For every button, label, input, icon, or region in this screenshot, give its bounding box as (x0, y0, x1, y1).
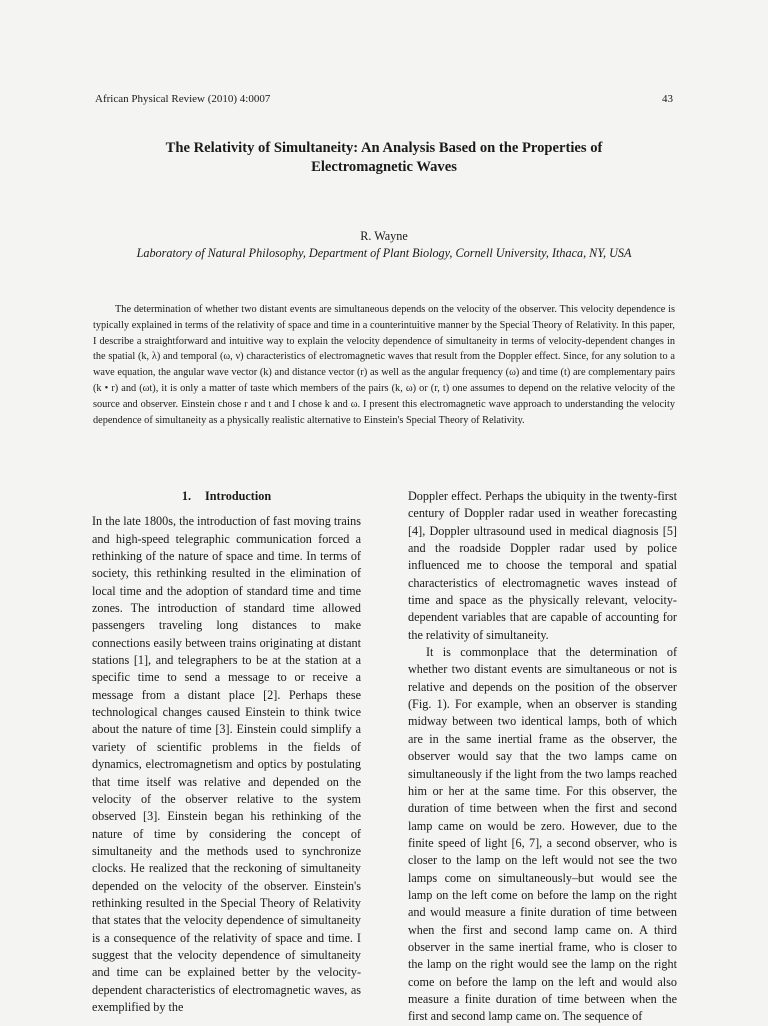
title-line-2: Electromagnetic Waves (311, 159, 457, 175)
author-affiliation: Laboratory of Natural Philosophy, Department of Plant Biology, Cornell University, Ithaca, NY, USA (136, 246, 632, 260)
left-column (92, 488, 361, 1016)
intro-paragraph-3: It is commonplace that the determination of whether two distant events are simultaneous or not is relative and depends on the position of the observer (Fig. 1). For example, when an observer is standing midway between two identical lamps, both of which are in the same inertial frame as the observer, the observer would say that the two lamps came on simultaneously if the light from the two lamps reached him or her at the same time. For this observer, the duration of time between when the first and second lamp came on would be zero. However, due to the finite speed of light [6, 7], a second observer, who is closer to the lamp on the left would not see the two lamps come on simultaneously–but would see the lamp on the left come on before the lamp on the right and would measure a finite duration of time between when the first and second lamp came on. A third observer in the same inertial frame, who is closer to the lamp on the right would see the lamp on the right come on before the lamp on the left and would also measure a finite duration of time between when the first and second lamp came on. The sequence of (408, 645, 677, 1024)
section-heading (92, 488, 361, 505)
section-number: 1. (181, 489, 191, 503)
journal-citation: African Physical Review (2010) 4:0007 (95, 93, 271, 105)
intro-paragraph-2: Doppler effect. Perhaps the ubiquity in the twenty-first century of Doppler radar used in weather forecasting [4], Doppler ultrasound used in medical diagnosis [5] and the roadside Doppler radar used by police influenced me to choose the temporal and spatial characteristics of electromagnetic waves instead of time and space as the physically relevant, velocity-dependent variables that are capable of accounting for the relativity of simultaneity. (408, 489, 677, 642)
intro-paragraph-1: In the late 1800s, the introduction of fast moving trains and high-speed telegraphic communication forced a rethinking of the nature of space and time. In terms of society, this rethinking resulted in the elimination of local time and the adoption of standard time and time zones. The introduction of standard time allowed passengers traveling long distances to make connections easily between trains originating at distant stations [1], and telegraphers to be at the station at a specific time to send a message to or receive a message from a distant place [2]. Perhaps these technological changes caused Einstein to think twice about the nature of time [3]. Einstein could simplify a variety of scientific problems in the fields of dynamics, electromagnetism and optics by postulating that time itself was relative and depended on the velocity of the observer relative to the system observed [3]. Einstein began his rethinking of the nature of time by considering the concept of simultaneity and the methods used to synchronize clocks. He realized that the reckoning of simultaneity depended on the velocity of the observer. Einstein's rethinking resulted in the Special Theory of Relativity that states that the velocity dependence of simultaneity is a consequence of the relativity of space and time. I suggest that the velocity dependence of simultaneity and time can be explained better by the velocity-dependent characteristics of electromagnetic waves, as exemplified by the (92, 514, 361, 1014)
paper-title (95, 139, 673, 177)
author-block (95, 228, 673, 262)
page-header (95, 93, 673, 105)
right-column (408, 488, 677, 1026)
title-line-1: The Relativity of Simultaneity: An Analysis Based on the Properties of (165, 140, 603, 156)
page-number: 43 (662, 93, 673, 105)
section-title: Introduction (204, 489, 272, 503)
author-name: R. Wayne (360, 229, 408, 243)
abstract: The determination of whether two distant events are simultaneous depends on the velocity of the observer. This velocity dependence is typically explained in terms of the relativity of space and time in a counterintuitive manner by the Special Theory of Relativity. In this paper, I describe a straightforward and intuitive way to explain the velocity dependence of simultaneity in terms of velocity-dependent changes in the spatial (k, λ) and temporal (ω, ν) characteristics of electromagnetic waves that result from the Doppler effect. Since, for any solution to a wave equation, the angular wave vector (k) and distance vector (r) as well as the angular frequency (ω) and time (t) are complementary pairs (k • r) and (ωt), it is only a matter of taste which members of the pairs (k, ω) or (r, t) one assumes to depend on the relative velocity of the source and observer. Einstein chose r and t and I chose k and ω. I present this electromagnetic wave approach to understanding the velocity dependence of simultaneity as a physically realistic alternative to Einstein's Special Theory of Relativity. (93, 304, 675, 426)
